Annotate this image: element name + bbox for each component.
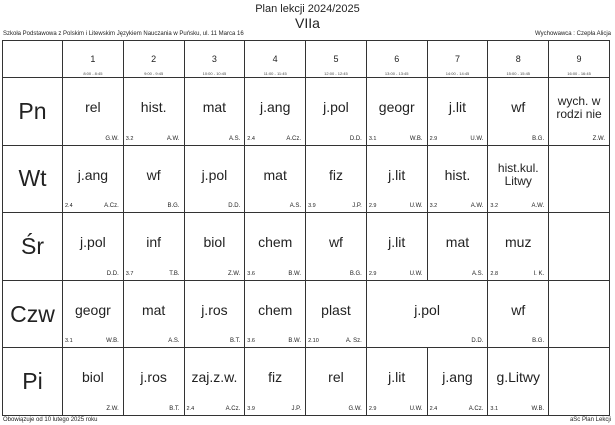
period-time: 9:00 - 9:45 (144, 71, 164, 76)
room-number: 2.4 (429, 406, 438, 412)
teacher-initials: A. Sz. (345, 338, 362, 345)
period-number: 9 (576, 54, 582, 64)
lesson-cell (366, 348, 427, 416)
period-time: 12:00 - 12:45 (324, 71, 348, 76)
subject-name: j.ang (260, 98, 291, 115)
subject-name: zaj.z.w. (191, 369, 238, 386)
subject-name: rel (85, 98, 101, 115)
period-header (549, 41, 610, 78)
period-number: 3 (211, 54, 217, 64)
teacher-initials: J.P. (352, 203, 362, 210)
teacher-initials: A.Cz. (286, 135, 302, 142)
room-number: 2.4 (65, 203, 73, 210)
room-number: 3.2 (490, 203, 499, 210)
lesson-cell (63, 145, 124, 213)
subject-name: j.ang (442, 369, 473, 386)
period-header (366, 41, 427, 78)
period-header (488, 41, 549, 78)
teacher-initials: A.S. (472, 270, 484, 277)
teacher-initials: W.B. (409, 135, 423, 142)
subject-name: j.pol (201, 166, 228, 183)
class-name: VIIa (295, 15, 320, 31)
day-label: Czw (3, 280, 63, 348)
teacher-initials: B.W. (288, 270, 302, 277)
teacher-initials: U.W. (470, 135, 484, 142)
teacher-initials: A.W. (470, 203, 484, 210)
teacher-initials: U.W. (409, 270, 423, 277)
lesson-cell (427, 145, 488, 213)
lesson-cell (549, 280, 610, 348)
lesson-cell (366, 280, 488, 348)
subject-name: chem (258, 301, 293, 318)
teacher-initials: G.W. (348, 406, 362, 412)
period-time: 8:00 - 8:45 (83, 71, 103, 76)
lesson-cell (63, 348, 124, 416)
subject-name: j.ros (201, 301, 228, 318)
teacher-initials: W.B. (531, 406, 545, 412)
period-number: 8 (515, 54, 521, 64)
teacher-initials: B.T. (229, 338, 241, 345)
day-label: Śr (3, 213, 63, 281)
subject-name: j.ang (77, 166, 109, 183)
subject-name: j.lit (448, 98, 467, 115)
day-row (3, 78, 610, 146)
subject-name: j.lit (388, 166, 406, 183)
teacher-initials: D.D. (228, 203, 241, 210)
subject-name: mat (141, 301, 166, 318)
teacher-initials: B.G. (532, 135, 545, 142)
subject-name: plast (321, 301, 351, 318)
period-number: 7 (454, 54, 460, 64)
room-number: 3.1 (368, 135, 377, 142)
day-row (3, 280, 610, 348)
subject-name: wf (328, 234, 343, 251)
period-header (123, 41, 184, 78)
lesson-cell (488, 78, 549, 146)
day-label: Pn (3, 78, 63, 146)
room-number: 3.1 (65, 338, 73, 345)
period-number: 6 (394, 54, 400, 64)
room-number: 2.9 (368, 406, 377, 412)
lesson-cell (63, 280, 124, 348)
teacher-initials: D.D. (106, 270, 119, 277)
room-number: 2.4 (186, 406, 195, 412)
teacher-initials: Z.W. (227, 270, 241, 277)
lesson-cell (427, 348, 488, 416)
lesson-cell (184, 348, 245, 416)
lesson-cell (123, 213, 184, 281)
subject-name: fiz (268, 369, 283, 386)
lesson-cell (63, 78, 124, 146)
lesson-cell (549, 348, 610, 416)
teacher-initials: A.Cz. (225, 406, 241, 412)
room-number: 2.4 (247, 135, 255, 142)
lesson-cell (306, 280, 367, 348)
teacher-initials: A.S. (289, 203, 302, 210)
teacher-initials: D.D. (471, 338, 484, 345)
teacher-initials: A.S. (228, 135, 241, 142)
room-number: 2.8 (490, 270, 499, 277)
lesson-cell (245, 213, 306, 281)
period-number: 1 (90, 54, 96, 64)
period-number: 5 (333, 54, 339, 64)
day-label: Pi (3, 348, 63, 416)
lesson-cell (549, 145, 610, 213)
lesson-cell (366, 145, 427, 213)
subject-name: mat (445, 234, 470, 251)
room-number: 3.6 (247, 338, 255, 345)
teacher-initials: A.W. (166, 135, 180, 142)
teacher-initials: A.Cz. (468, 406, 484, 412)
period-number: 4 (272, 54, 278, 64)
lesson-cell (63, 213, 124, 281)
room-number: 3.7 (125, 270, 134, 277)
subject-name: hist. (444, 166, 471, 183)
lesson-cell (488, 213, 549, 281)
subject-name: fiz (328, 166, 343, 183)
lesson-cell (245, 145, 306, 213)
lesson-cell (245, 348, 306, 416)
subject-name: inf (146, 234, 162, 251)
room-number: 2.10 (308, 338, 319, 345)
room-number: 3.2 (125, 135, 134, 142)
teacher-initials: J.P. (291, 406, 302, 412)
subject-name: chem (258, 234, 293, 251)
period-header (427, 41, 488, 78)
teacher-initials: T.B. (169, 270, 180, 277)
lesson-cell (306, 348, 367, 416)
teacher-initials: G.W. (105, 135, 119, 142)
lesson-cell (184, 145, 245, 213)
lesson-cell (306, 78, 367, 146)
period-time: 14:00 - 14:45 (445, 71, 470, 76)
subject-name: muz (505, 234, 532, 251)
period-header (245, 41, 306, 78)
teacher-initials: W.B. (106, 338, 119, 345)
subject-name: j.lit (388, 369, 406, 386)
subject-name: wf (511, 98, 526, 115)
subject-name: j.pol (80, 234, 106, 251)
timetable (2, 40, 610, 416)
teacher-initials: B.G. (349, 270, 362, 277)
teacher-initials: B.G. (167, 203, 180, 210)
teacher-initials: U.W. (409, 203, 423, 210)
teacher-initials: A.Cz. (104, 203, 119, 210)
lesson-cell (549, 78, 610, 146)
lesson-cell (245, 78, 306, 146)
period-header (306, 41, 367, 78)
subject-name: rel (328, 369, 344, 386)
day-row (3, 145, 610, 213)
lesson-cell (549, 213, 610, 281)
period-time: 13:00 - 13:45 (384, 71, 409, 76)
lesson-cell (366, 213, 427, 281)
teacher-initials: B.T. (169, 406, 180, 412)
subject-name: j.pol (323, 98, 349, 115)
subject-name: j.lit (388, 234, 406, 251)
lesson-cell (123, 145, 184, 213)
period-header (63, 41, 124, 78)
room-number: 2.9 (429, 135, 438, 142)
period-time: 15:00 - 15:45 (506, 71, 531, 76)
subject-name: j.pol (414, 301, 440, 318)
lesson-cell (184, 280, 245, 348)
subject-name: biol (81, 369, 104, 386)
room-number: 3.1 (490, 406, 499, 412)
teacher-initials: B.W. (288, 338, 302, 345)
lesson-cell (306, 213, 367, 281)
subject-name: g.Litwy (496, 369, 541, 386)
subject-name: mat (202, 98, 227, 115)
room-number: 2.9 (368, 203, 377, 210)
teacher-initials: Z.W. (592, 135, 605, 142)
subject-name: biol (203, 234, 226, 251)
subject-name: geogr (378, 98, 415, 115)
teacher-initials: U.W. (409, 406, 423, 412)
teacher-initials: B.G. (532, 338, 545, 345)
lesson-cell (427, 78, 488, 146)
period-time: 10:00 - 10:45 (202, 71, 227, 76)
lesson-cell (306, 145, 367, 213)
teacher-initials: A.S. (168, 338, 180, 345)
lesson-cell (488, 348, 549, 416)
room-number: 2.9 (368, 270, 377, 277)
subject-name: mat (263, 166, 287, 183)
subject-name: hist. (140, 98, 167, 115)
day-label: Wt (3, 145, 63, 213)
teacher-initials: Z.W. (106, 406, 119, 412)
lesson-cell (123, 78, 184, 146)
lesson-cell (488, 145, 549, 213)
page-title: Plan lekcji 2024/2025 (255, 3, 360, 15)
corner-cell (3, 41, 63, 78)
room-number: 3.9 (247, 406, 255, 412)
day-row (3, 213, 610, 281)
lesson-cell (245, 280, 306, 348)
room-number: 3.2 (429, 203, 438, 210)
period-time: 16:00 - 16:45 (567, 71, 591, 76)
lesson-cell (184, 213, 245, 281)
subject-name: wf (511, 301, 526, 318)
subject-name: j.ros (140, 369, 167, 386)
day-row (3, 348, 610, 416)
teacher-initials: D.D. (349, 135, 362, 142)
lesson-cell (427, 213, 488, 281)
period-number: 2 (151, 54, 157, 64)
lesson-cell (184, 78, 245, 146)
subject-name: wych. w rodzi nie (556, 93, 602, 121)
room-number: 3.6 (247, 270, 255, 277)
subject-name: wf (146, 166, 161, 183)
teacher-initials: I. K. (533, 270, 545, 277)
subject-name: hist.kul. Litwy (497, 161, 539, 189)
software-brand: aSc Plan Lekcji (569, 417, 611, 423)
lesson-cell (123, 348, 184, 416)
period-header (184, 41, 245, 78)
lesson-cell (123, 280, 184, 348)
class-teacher: Wychowawca : Czepła Alicja (535, 31, 611, 37)
school-name: Szkoła Podstawowa z Polskim i Litewskim Językiem Nauczania w Puńsku, ul. 11 Marca 16 (3, 31, 244, 37)
room-number: 3.9 (308, 203, 316, 210)
teacher-initials: A.W. (531, 203, 545, 210)
subject-name: geogr (74, 301, 111, 318)
lesson-cell (366, 78, 427, 146)
valid-from-note: Obowiązuje od 10 lutego 2025 roku (3, 417, 98, 423)
lesson-cell (488, 280, 549, 348)
period-time: 11:00 - 11:45 (263, 71, 287, 76)
